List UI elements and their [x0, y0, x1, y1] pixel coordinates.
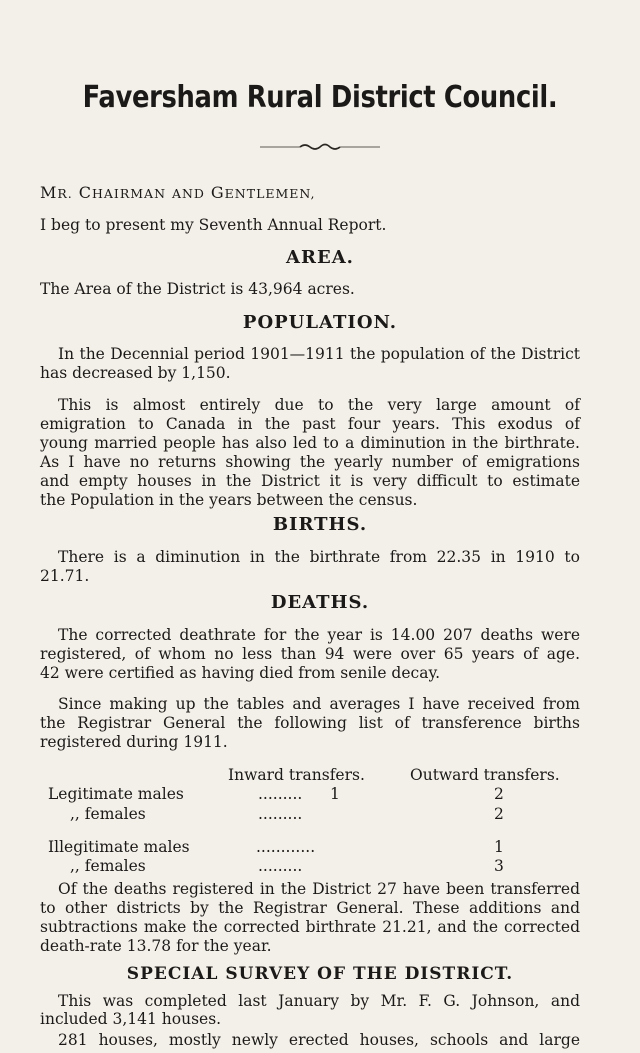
- deaths-para-line: The corrected deathrate for the year is 14.00 207 deaths were: [58, 626, 580, 644]
- table-row-dots: .........: [258, 857, 303, 875]
- population-para-line: This is almost entirely due to the very large amount of: [58, 396, 580, 414]
- table-cell-outward: 1: [494, 838, 504, 856]
- deaths-para-line: 42 were certified as having died from senile decay.: [40, 664, 441, 682]
- inward-transfers-header: Inward transfers.: [228, 766, 365, 784]
- survey-para-line: 281 houses, mostly newly erected houses, schools and large: [58, 1031, 580, 1049]
- survey-heading: SPECIAL SURVEY OF THE DISTRICT.: [126, 964, 514, 984]
- births-line: There is a diminution in the birthrate from 22.35 in 1910 to: [58, 548, 580, 566]
- births-line: 21.71.: [40, 567, 90, 585]
- population-heading: POPULATION.: [242, 312, 398, 333]
- population-para-line: emigration to Canada in the past four years. This exodus of: [40, 415, 580, 433]
- table-cell-outward: 2: [494, 785, 504, 803]
- table-cell-outward: 3: [494, 857, 504, 875]
- deaths-para-line: subtractions make the corrected birthrate 21.21, and the corrected: [40, 918, 580, 936]
- intro-line: I beg to present my Seventh Annual Report.: [40, 216, 387, 234]
- births-heading: BIRTHS.: [272, 514, 368, 535]
- deaths-para-line: registered during 1911.: [40, 733, 228, 751]
- table-row-label: Illegitimate males: [48, 838, 190, 856]
- table-cell-inward: 1: [330, 785, 340, 803]
- salutation: MR. CHAIRMAN AND GENTLEMEN,: [40, 183, 316, 202]
- deaths-para-line: the Registrar General the following list of transference births: [40, 714, 580, 732]
- table-row-dots: ............: [256, 838, 316, 856]
- deaths-heading: DEATHS.: [270, 592, 370, 613]
- area-heading: AREA.: [286, 247, 354, 268]
- population-para-line: As I have no returns showing the yearly number of emigrations: [40, 453, 580, 471]
- table-cell-outward: 2: [494, 805, 504, 823]
- deaths-para-line: to other districts by the Registrar General. These additions and: [40, 899, 580, 917]
- outward-transfers-header: Outward transfers.: [410, 766, 560, 784]
- survey-para-line: This was completed last January by Mr. F. G. Johnson, and: [58, 992, 580, 1010]
- deaths-para-line: death-rate 13.78 for the year.: [40, 937, 272, 955]
- table-row-label: ,, females: [70, 857, 146, 875]
- ornament-rule-icon: [260, 140, 380, 154]
- population-para-line: the Population in the years between the census.: [40, 491, 418, 509]
- survey-para-line: included 3,141 houses.: [40, 1010, 222, 1028]
- table-row-dots: .........: [258, 805, 303, 823]
- deaths-para-line: Since making up the tables and averages I have received from: [58, 695, 580, 713]
- population-para-line: In the Decennial period 1901—1911 the population of the District: [58, 345, 580, 363]
- council-title: Faversham Rural District Council.: [82, 80, 558, 115]
- deaths-para-line: registered, of whom no less than 94 were over 65 years of age.: [40, 645, 580, 663]
- population-para-line: has decreased by 1,150.: [40, 364, 231, 382]
- deaths-para-line: Of the deaths registered in the District 27 have been transferred: [58, 880, 580, 898]
- table-row-label: ,, females: [70, 805, 146, 823]
- population-para-line: and empty houses in the District it is very difficult to estimate: [40, 472, 580, 490]
- table-row-label: Legitimate males: [48, 785, 184, 803]
- area-text: The Area of the District is 43,964 acres.: [40, 280, 355, 298]
- population-para-line: young married people has also led to a diminution in the birthrate.: [40, 434, 580, 452]
- table-row-dots: .........: [258, 785, 303, 803]
